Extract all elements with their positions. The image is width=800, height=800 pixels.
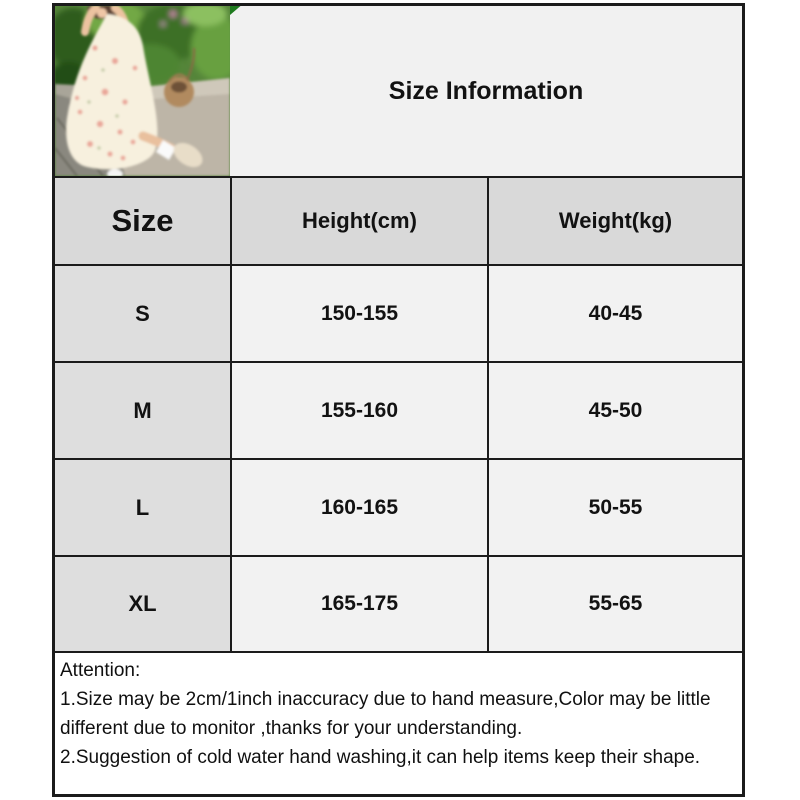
height-value-s: 150-155 bbox=[230, 264, 487, 361]
size-label-s: S bbox=[55, 264, 230, 361]
green-corner-marker-icon bbox=[230, 6, 244, 15]
product-photo bbox=[55, 6, 230, 176]
size-label-l: L bbox=[55, 458, 230, 555]
attention-note-box bbox=[55, 651, 742, 794]
column-header-weight: Weight(kg) bbox=[487, 176, 742, 264]
page-title: Size Information bbox=[388, 76, 584, 105]
product-photo-illustration bbox=[55, 6, 230, 176]
size-information-header bbox=[230, 6, 742, 176]
weight-value-xl: 55-65 bbox=[487, 555, 742, 651]
weight-value-s: 40-45 bbox=[487, 264, 742, 361]
size-label-xl: XL bbox=[55, 555, 230, 651]
column-header-height: Height(cm) bbox=[230, 176, 487, 264]
height-value-xl: 165-175 bbox=[230, 555, 487, 651]
weight-value-l: 50-55 bbox=[487, 458, 742, 555]
attention-note-2: 2.Suggestion of cold water hand washing,it can help items keep their shape. bbox=[60, 747, 701, 768]
size-chart-table bbox=[52, 3, 745, 797]
column-header-size: Size bbox=[55, 176, 230, 264]
size-label-m: M bbox=[55, 361, 230, 458]
height-value-l: 160-165 bbox=[230, 458, 487, 555]
attention-title: Attention: bbox=[60, 660, 141, 681]
weight-value-m: 45-50 bbox=[487, 361, 742, 458]
height-value-m: 155-160 bbox=[230, 361, 487, 458]
attention-note-1: 1.Size may be 2cm/1inch inaccuracy due to hand measure,Color may be little different due to monitor ,thanks for your understanding. bbox=[60, 689, 711, 739]
